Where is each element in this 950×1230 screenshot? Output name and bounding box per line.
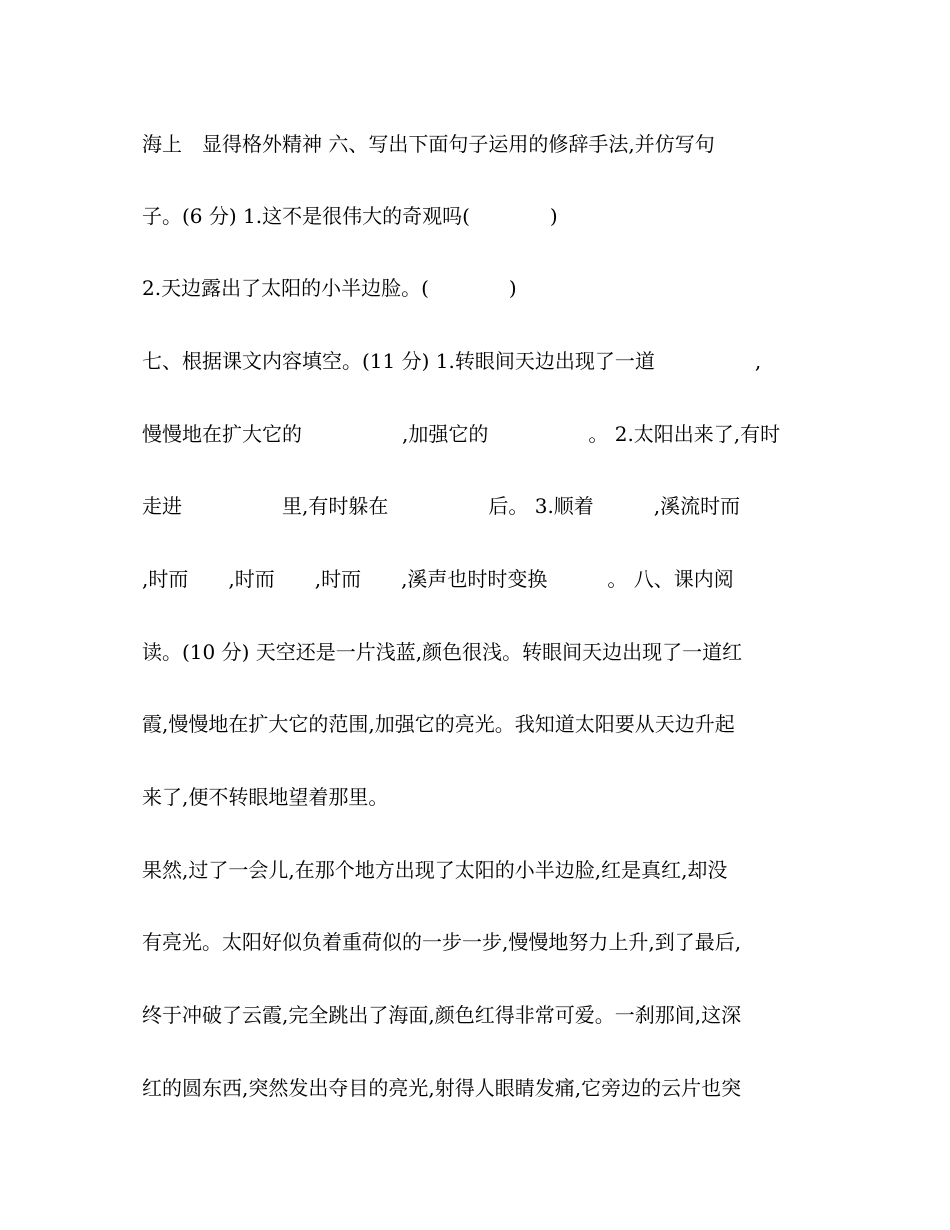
text-line-13: 终于冲破了云霞,完全跳出了海面,颜色红得非常可爱。一刹那间,这深 bbox=[142, 1003, 742, 1027]
text-line-10: 来了,便不转眼地望着那里。 bbox=[142, 785, 389, 809]
text-line-8: 读。(10 分) 天空还是一片浅蓝,颜色很浅。转眼间天边出现了一道红 bbox=[142, 640, 743, 664]
text-line-1: 海上 显得格外精神 六、写出下面句子运用的修辞手法,并仿写句 bbox=[142, 132, 715, 156]
text-line-5: 慢慢地在扩大它的 ,加强它的 。 2.太阳出来了,有时 bbox=[142, 422, 781, 446]
text-line-9: 霞,慢慢地在扩大它的范围,加强它的亮光。我知道太阳要从天边升起 bbox=[142, 712, 735, 736]
text-line-6: 走进 里,有时躲在 后。 3.顺着 ,溪流时而 bbox=[142, 494, 741, 518]
text-line-11: 果然,过了一会儿,在那个地方出现了太阳的小半边脸,红是真红,却没 bbox=[142, 858, 728, 882]
text-line-12: 有亮光。太阳好似负着重荷似的一步一步,慢慢地努力上升,到了最后, bbox=[142, 930, 742, 954]
text-line-3: 2.天边露出了太阳的小半边脸。( ) bbox=[142, 276, 517, 300]
text-line-4: 七、根据课文内容填空。(11 分) 1.转眼间天边出现了一道 , bbox=[142, 349, 762, 373]
text-line-2: 子。(6 分) 1.这不是很伟大的奇观吗( ) bbox=[142, 204, 558, 228]
text-line-7: ,时而 ,时而 ,时而 ,溪声也时时变换 。 八、课内阅 bbox=[142, 567, 734, 591]
text-line-14: 红的圆东西,突然发出夺目的亮光,射得人眼睛发痛,它旁边的云片也突 bbox=[142, 1076, 742, 1100]
